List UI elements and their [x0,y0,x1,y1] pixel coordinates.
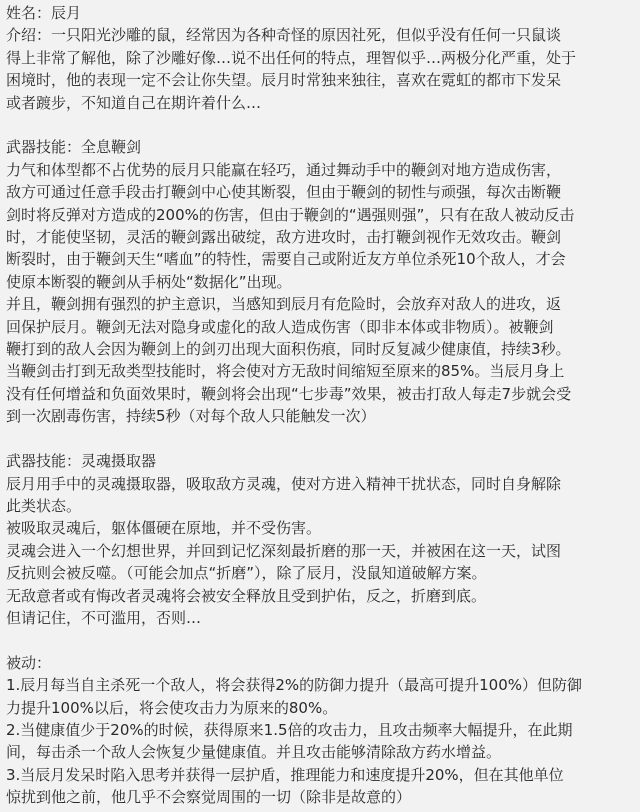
skill1-line: 鞭打到的敌人会因为鞭剑上的剑刃出现大面积伤痕，同时反复减少健康值，持续3秒。 [6,340,571,359]
skill1-line: 剑时将反弹对方造成的200%的伤害，但由于鞭剑的“遇强则强”，只有在敌人被动反击 [6,205,575,224]
passive-title: 被动： [6,653,52,672]
skill1-section [6,136,636,427]
intro-line: 或者踱步，不知道自己在期许着什么… [6,93,262,112]
passive-line: 3.当辰月发呆时陷入思考并获得一层护盾，推理能力和速度提升20%，但在其他单位 [6,765,564,784]
skill1-line: 使原本断裂的鞭剑从手柄处“数据化”出现。 [6,272,292,291]
skill1-line: 力气和体型都不占优势的辰月只能赢在轻巧，通过舞动手中的鞭剑对地方造成伤害， [6,160,562,179]
skill2-line: 被吸取灵魂后，躯体僵硬在原地，并不受伤害。 [6,519,322,538]
intro-line: 困境时，他的表现一定不会让你失望。辰月时常独来独往，喜欢在霓虹的都市下发呆 [6,71,562,90]
section-spacer [6,114,636,136]
skill2-line: 此类状态。 [6,496,82,515]
skill1-title: 武器技能：全息鞭剑 [6,138,142,157]
skill2-line: 反抗则会被反噬。（可能会加点“折磨”），除了辰月，没鼠知道破解方案。 [6,564,487,583]
intro-section [6,24,636,114]
passive-line: 1.辰月每当自主杀死一个敌人，将会获得2%的防御力提升（最高可提升100%）但防御 [6,676,582,695]
skill2-line: 辰月用手中的灵魂摄取器，吸取敌方灵魂，使对方进入精神干扰状态，同时自身解除 [6,474,562,493]
passive-line: 2.当健康值少于20%的时候，获得原来1.5倍的攻击力，且攻击频率大幅提升，在此期 [6,720,573,739]
skill1-line: 没有任何增益和负面效果时，鞭剑将会出现“七步毒”效果，被击打敌人每走7步就会受 [6,384,572,403]
section-spacer [6,629,636,651]
skill1-line: 到一次剧毒伤害，持续5秒（对每个敌人只能触发一次） [6,407,376,426]
passive-line: 惊扰到他之前，他几乎不会察觉周围的一切（除非是故意的） [6,788,412,807]
skill2-title: 武器技能：灵魂摄取器 [6,452,157,471]
name-line: 姓名：辰月 [6,4,82,22]
skill1-line: 敌方可通过任意手段击打鞭剑中心使其断裂，但由于鞭剑的韧性与顽强，每次击断鞭 [6,183,562,202]
skill2-line: 但请记住，不可滥用，否则… [6,608,202,627]
skill2-line: 无敌意者或有悔改者灵魂将会被安全释放且受到护佑，反之，折磨到底。 [6,586,487,605]
skill1-line: 当鞭剑击打到无敌类型技能时，将会使对方无敌时间缩短至原来的85%。当辰月身上 [6,362,565,381]
passive-section [6,652,636,809]
passive-line: 间，每击杀一个敌人会恢复少量健康值。并且攻击能够清除敌方药水增益。 [6,743,502,762]
skill1-line: 时，才能使坚韧，灵活的鞭剑露出破绽，敌方进攻时，击打鞭剑视作无效攻击。鞭剑 [6,228,562,247]
skill1-line: 并且，鞭剑拥有强烈的护主意识，当感知到辰月有危险时，会放弃对敌人的进攻，返 [6,295,562,314]
passive-line: 力提升100%以后，将会使攻击力为原来的80%。 [6,698,338,717]
section-spacer [6,428,636,450]
skill2-section [6,450,636,629]
intro-line: 得上非常了解他，除了沙雕好像…说不出任何的特点，理智似乎…两极分化严重，处于 [6,48,577,67]
skill2-line: 灵魂会进入一个幻想世界，并回到记忆深刻最折磨的那一天，并被困在这一天，试图 [6,541,562,560]
intro-line: 介绍：一只阳光沙雕的鼠，经常因为各种奇怪的原因社死，但似乎没有任何一只鼠谈 [6,26,562,45]
skill1-line: 断裂时，由于鞭剑天生“嗜血”的特性，需要自己或附近友方单位杀死10个敌人，才会 [6,250,566,269]
skill1-line: 回保护辰月。鞭剑无法对隐身或虚化的敌人造成伤害（即非本体或非物质）。被鞭剑 [6,317,554,336]
